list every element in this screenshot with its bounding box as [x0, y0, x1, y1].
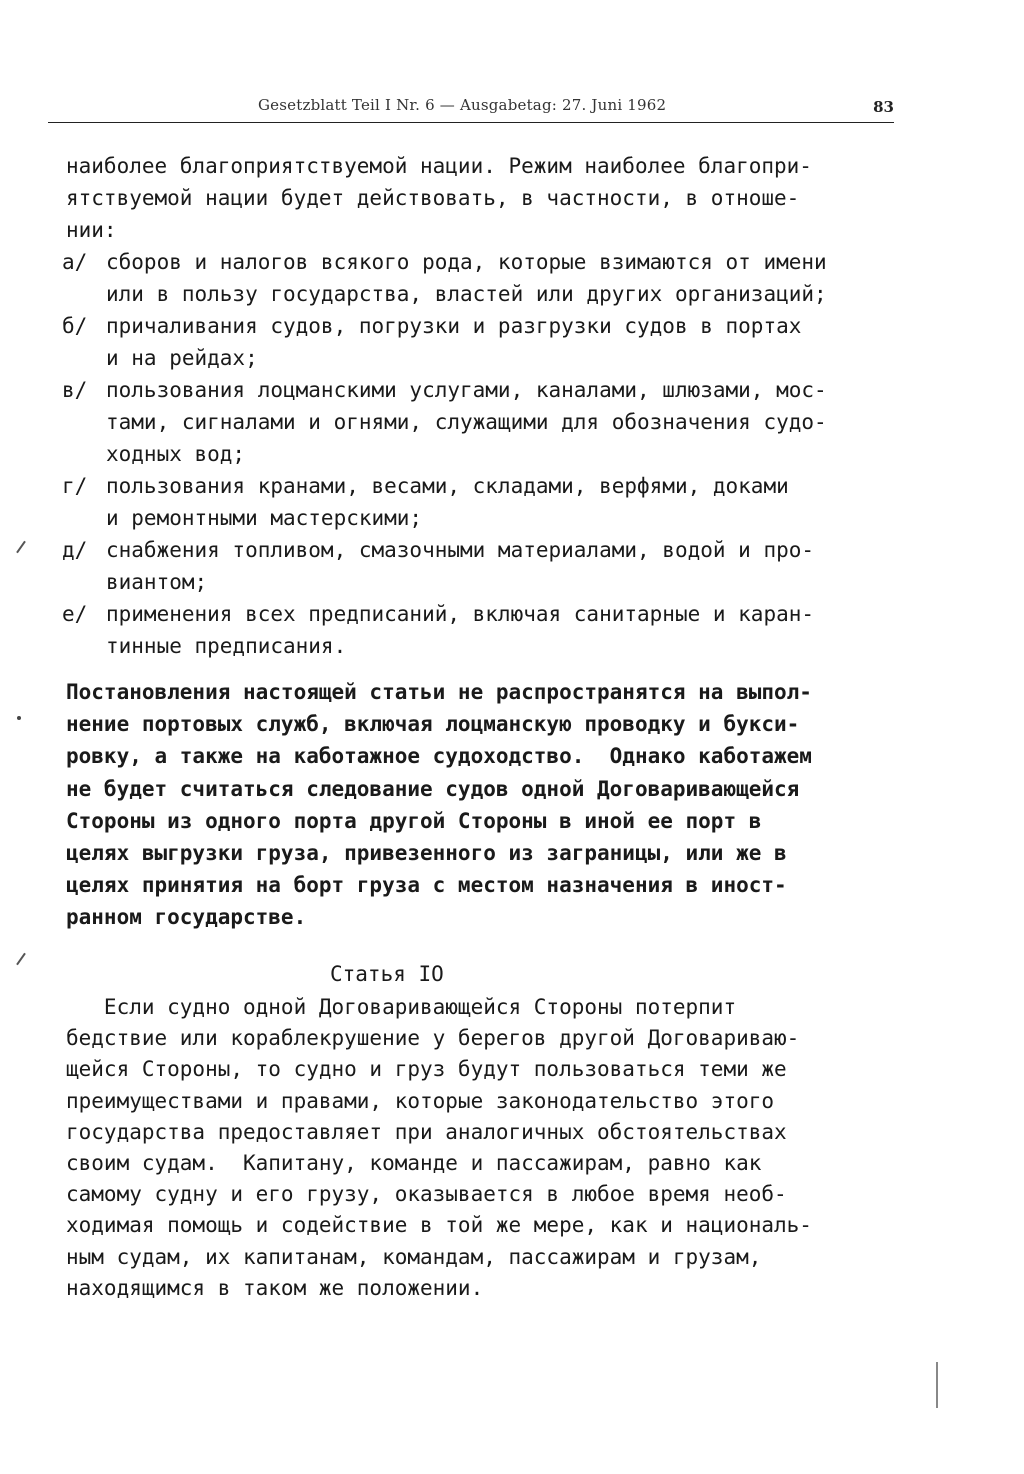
article-10-paragraph: Если судно одной Договаривающейся Стороны потерпит бедствие или кораблекрушение у берегов другой Договариваю- щейся Стороны, то судно и груз будут пользоваться теми же преимуществами и правами, которые законодательство этого государства предоставляет при аналогичных обстоятельствах своим судам. Капитану, команде и пассажирам, равно как самому судну и его грузу, оказывается в любое время необ- ходимая помощь и содействие в той же мере, как и националь- ным судам, их капитанам, командам, пассажирам и грузам, находящимся в таком же положении.	[66, 995, 812, 1300]
list-marker: а/	[62, 250, 88, 274]
list-item	[62, 246, 827, 310]
list-item	[62, 374, 827, 470]
list-item-text: применения всех предписаний, включая санитарные и каран- тинные предписания.	[106, 602, 815, 658]
scan-speck	[17, 716, 21, 720]
list-item-text: снабжения топливом, смазочными материалами, водой и про- виантом;	[106, 538, 815, 594]
list-marker: г/	[62, 474, 88, 498]
list-item-text: причаливания судов, погрузки и разгрузки судов в портах и на рейдах;	[106, 314, 802, 370]
list-marker: б/	[62, 314, 88, 338]
list-marker: е/	[62, 602, 88, 626]
list-item	[62, 310, 827, 374]
margin-tick-mark	[16, 953, 26, 966]
intro-paragraph: наиболее благоприятствуемой нации. Режим наиболее благопри- ятствуемой нации будет действовать, в частности, в отноше- нии:	[66, 154, 812, 242]
list-marker: в/	[62, 378, 88, 402]
list-item	[62, 598, 827, 662]
page-number: 83	[873, 98, 894, 116]
article-heading: Статья IO	[330, 962, 444, 986]
list-item	[62, 470, 827, 534]
list-item-text: пользования кранами, весами, складами, верфями, доками и ремонтными мастерскими;	[106, 474, 789, 530]
page-header	[48, 96, 894, 123]
margin-tick-mark	[16, 541, 26, 554]
list-item-text: пользования лоцманскими услугами, каналами, шлюзами, мос- тами, сигналами и огнями, служащими для обозначения судо- ходных вод;	[106, 378, 827, 466]
provision-paragraph: Постановления настоящей статьи не распространятся на выпол- нение портовых служб, включая лоцманскую проводку и букси- ровку, а также на каботажное судоходство. Однако каботажем не будет считаться следование судов одной Договаривающейся Стороны из одного порта другой Стороны в иной ее порт в целях выгрузки груза, привезенного из заграницы, или же в целях принятия на борт груза с местом назначения в иност- ранном государстве.	[66, 680, 812, 930]
gazette-title: Gesetzblatt Teil I Nr. 6 — Ausgabetag: 27. Juni 1962	[258, 96, 667, 114]
list-item	[62, 534, 827, 598]
exemption-list	[62, 246, 827, 662]
margin-tick-mark	[936, 1362, 938, 1408]
list-item-text: сборов и налогов всякого рода, которые взимаются от имени или в пользу государства, властей или других организаций;	[106, 250, 827, 306]
list-marker: д/	[62, 538, 88, 562]
